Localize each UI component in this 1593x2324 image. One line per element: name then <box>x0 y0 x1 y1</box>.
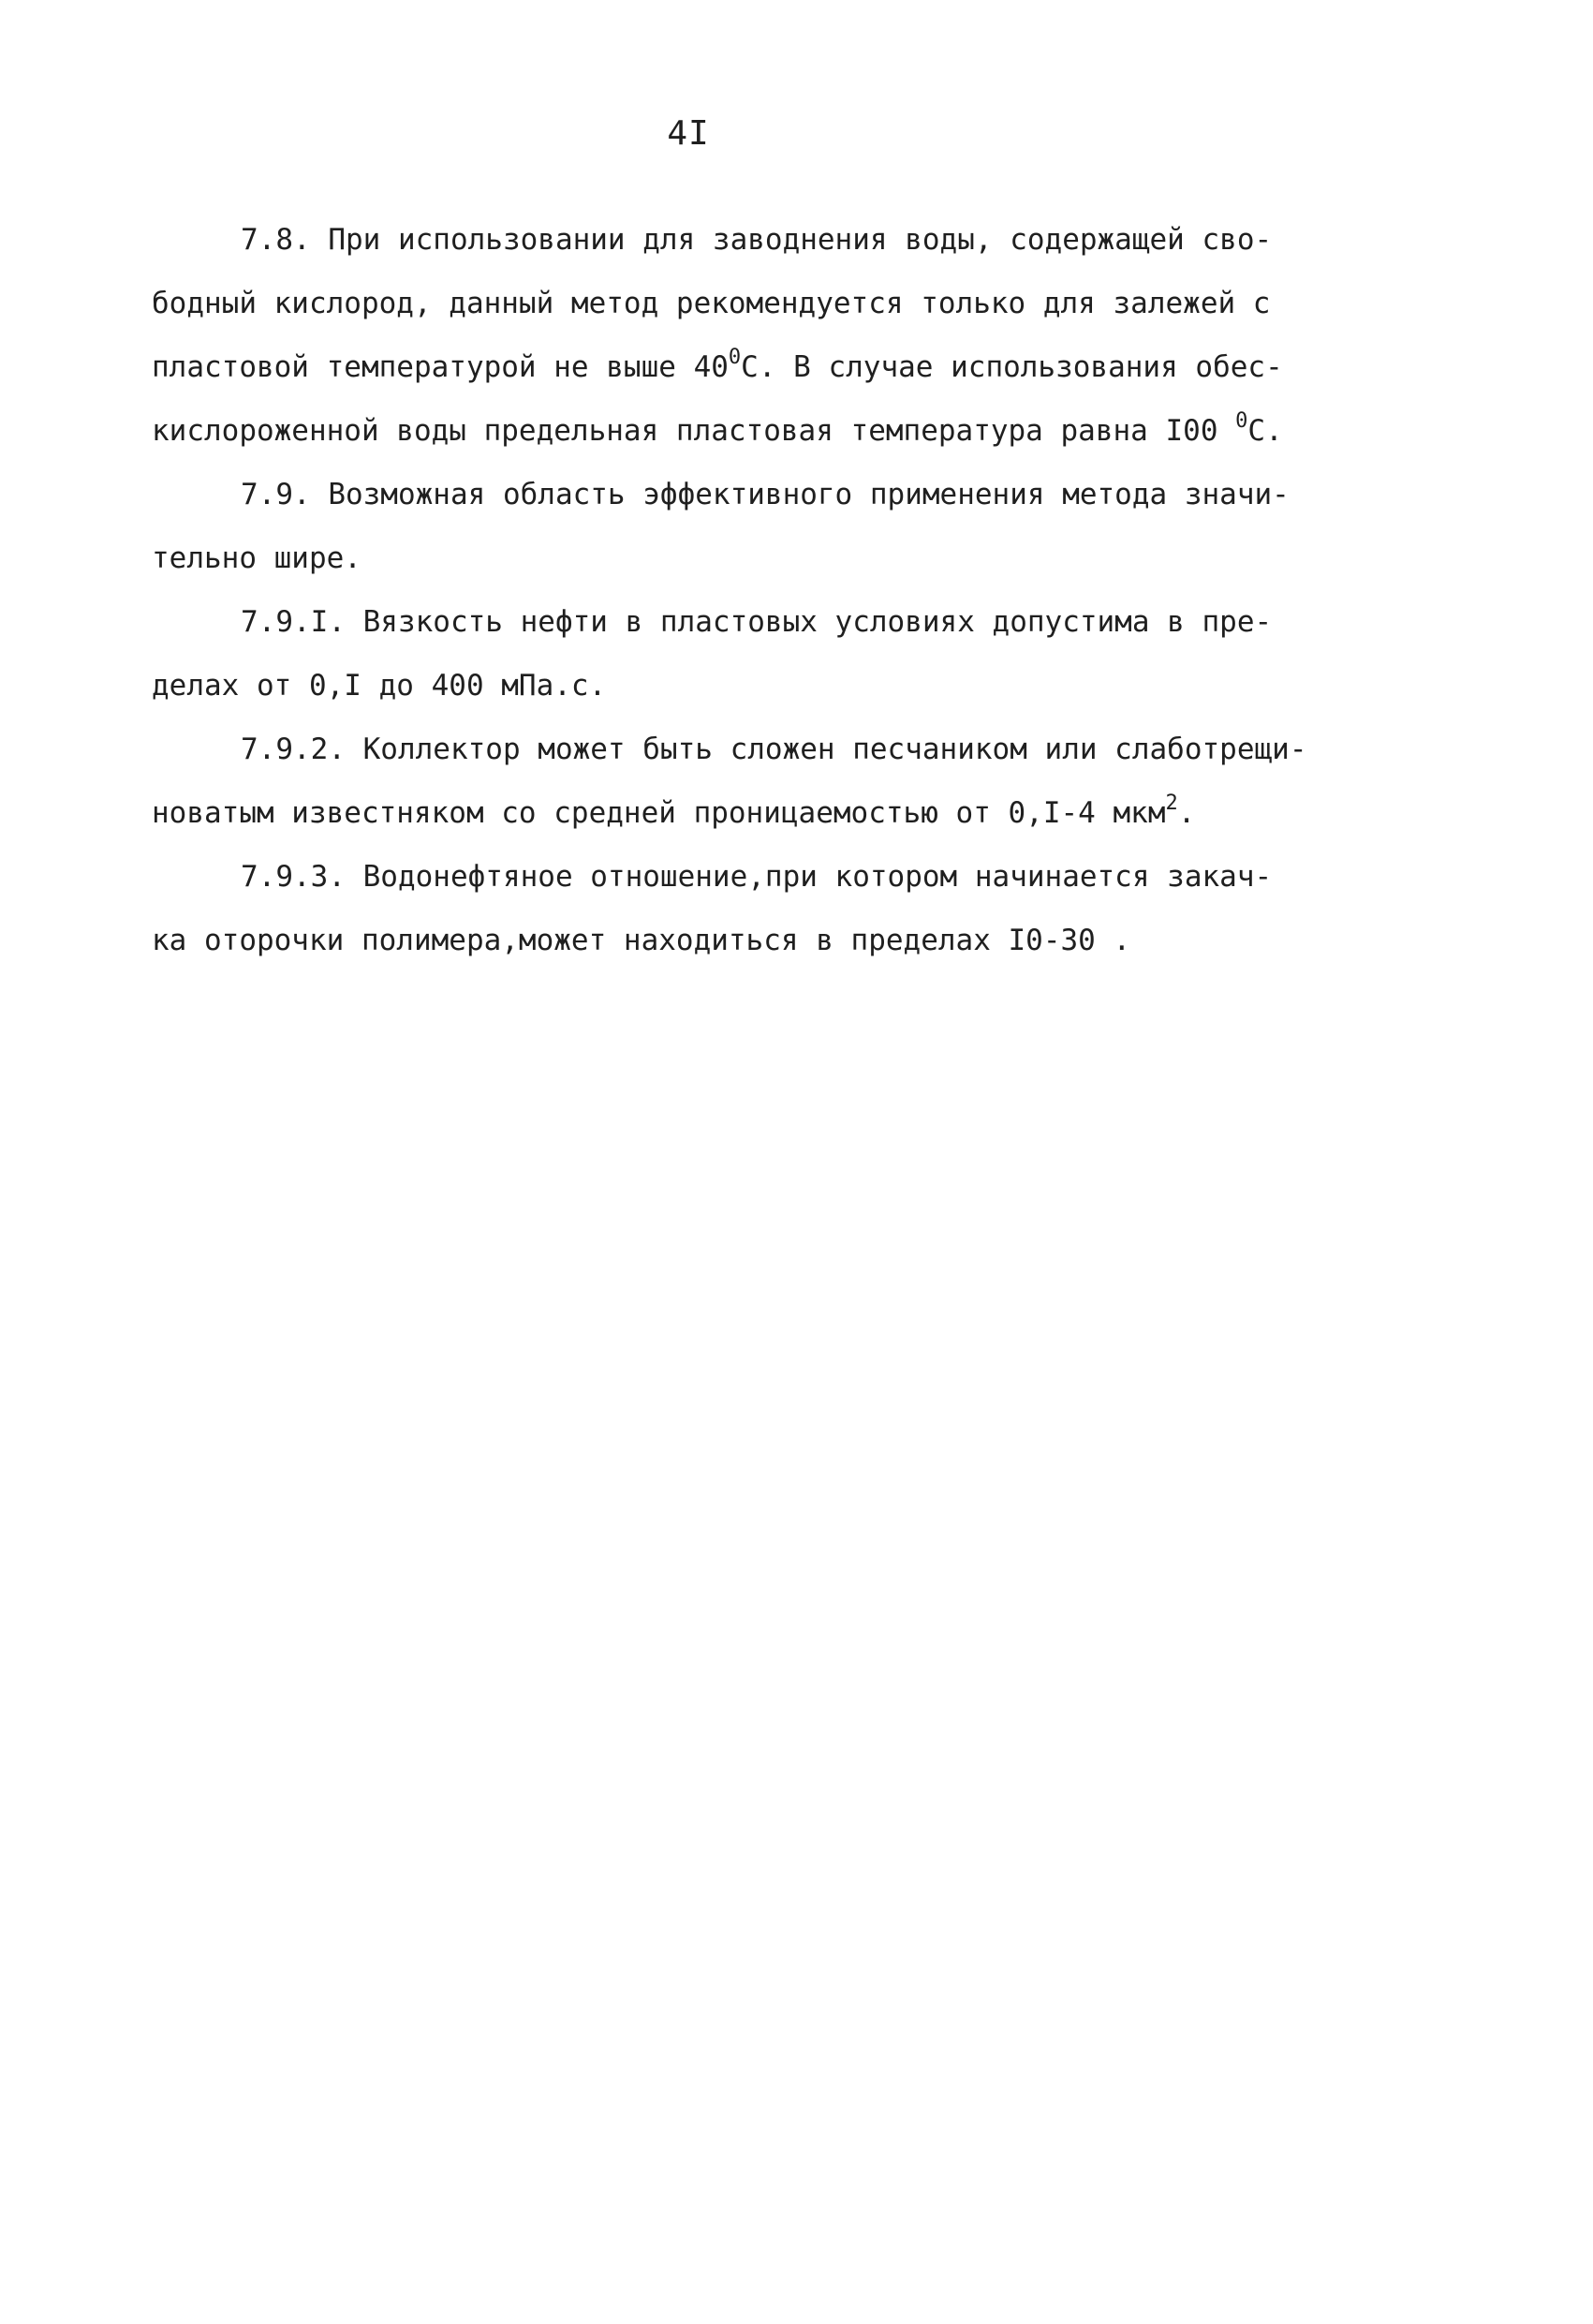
text-run: 7.8. При использовании для заводнения воды, содержащей сво- <box>241 223 1273 257</box>
text-run: тельно шире. <box>152 541 361 575</box>
text-run: пластовой температурой не выше 40 <box>152 350 729 384</box>
text-run: 7.9.3. Водонефтяное отношение,при котором начинается закач- <box>241 860 1273 894</box>
text-line <box>152 526 1463 590</box>
text-line <box>152 272 1463 335</box>
paragraph-7-9 <box>152 463 1463 590</box>
text-run: С. <box>1247 414 1283 448</box>
text-line <box>152 781 1463 845</box>
paragraph-7-9-3 <box>152 845 1463 972</box>
text-line <box>152 654 1463 718</box>
superscript: 2 <box>1165 792 1178 815</box>
text-line <box>152 718 1463 781</box>
text-line <box>152 399 1463 463</box>
paragraph-7-8 <box>152 208 1463 463</box>
document-body <box>152 208 1463 972</box>
text-run: 7.9.2. Коллектор может быть сложен песчаником или слаботрещи- <box>241 733 1307 766</box>
text-line <box>152 909 1463 972</box>
text-run: 7.9.I. Вязкость нефти в пластовых условиях допустима в пре- <box>241 605 1273 639</box>
text-line <box>152 208 1463 272</box>
text-run: 7.9. Возможная область эффективного применения метода значи- <box>241 478 1290 511</box>
superscript: 0 <box>1235 409 1248 433</box>
paragraph-7-9-1 <box>152 590 1463 718</box>
page-number: 4I <box>667 114 710 153</box>
text-line <box>152 463 1463 526</box>
text-line <box>152 590 1463 654</box>
text-run: новатым известняком со средней проницаемостью от 0,I-4 мкм <box>152 796 1166 830</box>
text-run: . <box>1177 796 1196 830</box>
text-run: ка оторочки полимера,может находиться в пределах I0-30 . <box>152 924 1131 957</box>
superscript: 0 <box>728 346 742 369</box>
text-run: бодный кислород, данный метод рекомендуется только для залежей с <box>152 287 1271 320</box>
text-run: С. В случае использования обес- <box>741 350 1283 384</box>
text-line <box>152 335 1463 399</box>
paragraph-7-9-2 <box>152 718 1463 845</box>
text-line <box>152 845 1463 909</box>
text-run: делах от 0,I до 400 мПа.с. <box>152 669 607 703</box>
text-run: кислороженной воды предельная пластовая температура равна I00 <box>152 414 1236 448</box>
